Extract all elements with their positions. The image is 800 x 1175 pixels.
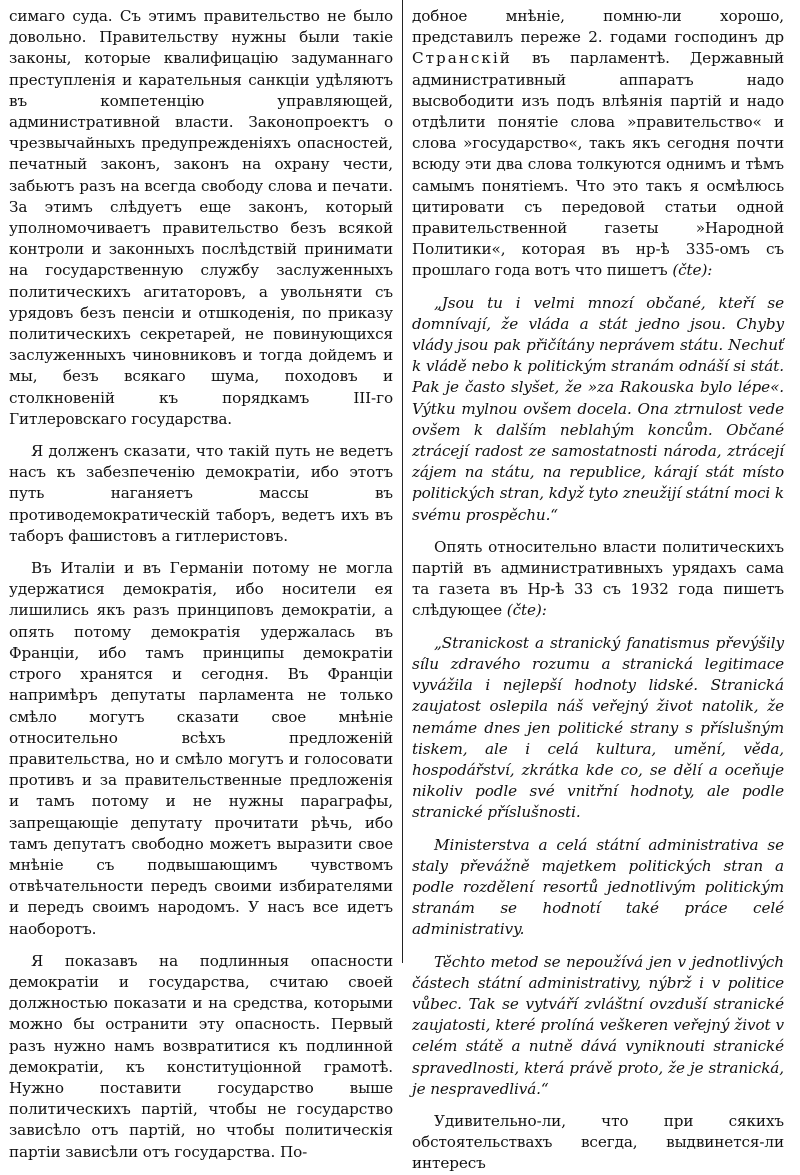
paragraph (412, 6, 784, 282)
column-divider (402, 0, 403, 963)
paragraph: Удивительно-ли, что при сякихъ обстоятельствахъ всегда, выдвинется-ли интересъ (412, 1111, 784, 1173)
paragraph: Въ Италіи и въ Германіи потому не могла удержатися демократія, ибо носители ея лишились якъ разъ принциповъ демократіи, а опять потому демократія удержалась въ Франціи, ибо тамъ принципы демократіи строго хранятся и сегодня. Въ Франціи напримѣръ депутаты парламента не только смѣло могутъ сказати свое мнѣніе относительно всѣхъ предложеній правительства, но и смѣло могутъ и голосовати противъ и за правительственные предложенія и тамъ потому и не нужны параграфы, запрещающіе депутату прочитати рѣчь, ибо тамъ депутатъ свободно можетъ выразити свое мнѣніе съ подвышающимъ чувствомъ отвѣчательности передъ своими избирателями и передъ своимъ народомъ. У насъ все идетъ наоборотъ. (9, 559, 393, 938)
speaker-name: Странскій (412, 49, 512, 68)
citation-marker: (čte): (506, 601, 547, 620)
quoted-paragraph: Těchto metod se nepoužívá jen v jednotlivých částech státní administrativy, nýbrž i v politice vůbec. Tak se vytváří zvláštní ovzduší stranické zaujatosti, které prolíná veškeren veřejný život v celém státě a nutně dává vyniknouti stranické spravedlnosti, která právě proto, že je stranická, je nespravedlivá.“ (412, 952, 784, 1098)
text-run: въ парламентѣ. Державный административный аппаратъ надо высвободити изъ подъ влѣянія партій и надо отдѣлити понятіе слова »правительство« и слова »государство«, такъ якъ сегодня почти всюду эти два слова толкуются однимъ и тѣмъ самымъ понятіемъ. Что это такъ я осмѣлюсь цитировати съ передовой статьи одной правительственной газеты »Народной Политики«, которая въ нр-ѣ 335-омъ съ прошлаго года вотъ что пишетъ (412, 49, 784, 280)
citation-marker: (čte): (672, 261, 713, 280)
text-run: Опять относительно власти политическихъ партій въ административныхъ урядахъ сама та газета въ Нр-ѣ 33 съ 1932 года пишетъ слѣдующее (412, 537, 784, 620)
paragraph: Я долженъ сказати, что такій путь не ведетъ насъ къ забезпеченію демократіи, ибо этотъ путь наганяетъ массы въ противодемократическій таборъ, ведетъ ихъ въ таборъ фашистовъ а гитлеристовъ. (9, 442, 393, 545)
quoted-paragraph: Ministerstva a celá státní administrativa se staly převážně majetkem politických stran a podle rozdělení resortů jednotlivým politickým stranám se hodnotí také práce celé administrativy. (412, 835, 784, 939)
paragraph (412, 537, 784, 622)
paragraph: симаго суда. Съ этимъ правительство не было довольно. Правительству нужны были такіе законы, которые квалифицацію задуманнаго преступленія и карательныя санкціи удѣляютъ въ компетенцію управляющей, административной власти. Законопроектъ о чрезвычайныхъ предупрежденіяхъ опасностей, печатный законъ, законъ на охрану чести, забьютъ разъ на всегда свободу слова и печати. За этимъ слѣдуетъ еще законъ, который уполномочиваетъ правительство безъ всякой контроли и законныхъ послѣдствій принимати на государственную службу заслуженныхъ политическихъ агитаторовъ, а увольняти съ урядовъ безъ пенсіи и отшкоденія, по приказу политическихъ секретарей, не повинующихся заслуженныхъ чиновниковъ и тогда дойдемъ и мы, безъ всякаго шума, походовъ и столкновеній къ порядкамъ III-го Гитлеровскаго государства. (9, 7, 393, 428)
quoted-paragraph: „Jsou tu i velmi mnozí občané, kteří se domnívají, že vláda a stát jedno jsou. Chyby vlády jsou pak přičítány neprávem státu. Nechuť k vládě nebo k politickým stranám odnáší si stát. Pak je často slyšet, že »za Rakouska bylo lépe«. Výtku mylnou ovšem docela. Ona ztrnulost vede ovšem k dalším neblahým koncům. Občané ztrácejí radost ze samostatnosti národa, ztrácejí zájem na státu, na republice, kárají stát místo politických stran, když tyto zneužijí státní moci k svému prospěchu.“ (412, 293, 784, 524)
text-run: добное мнѣніе, помню-ли хорошо, представилъ пережe 2. годами господинъ др (412, 7, 784, 47)
quoted-paragraph: „Stranickost a stranický fanatismus převýšily sílu zdravého rozumu a stranická legitimace vyvážila i nejlepší hodnoty lidské. Stranická zaujatost oslepila náš veřejný život natolik, že nemáme dnes jen politické strany s příslušným tiskem, ale i celá kultura, umění, věda, hospodářství, zkrátka kde co, se dělí a oceňuje nikoliv podle své vnitřní hodnoty, ale podle stranické příslušnosti. (412, 633, 784, 822)
left-column (9, 6, 393, 1174)
right-column (412, 6, 784, 1175)
paragraph: Я показавъ на подлинныя опасности демократіи и государства, считаю своей должностью показати и на средства, которыми можно бы остранити эту опасность. Первый разъ нужно намъ возвратитися къ подлинной демократіи, къ конституціонной грамотѣ. Нужно поставити государство выше политическихъ партій, чтобы не государство зависѣло отъ партій, но чтобы политическія партіи зависѣли отъ государства. По- (9, 951, 393, 1161)
